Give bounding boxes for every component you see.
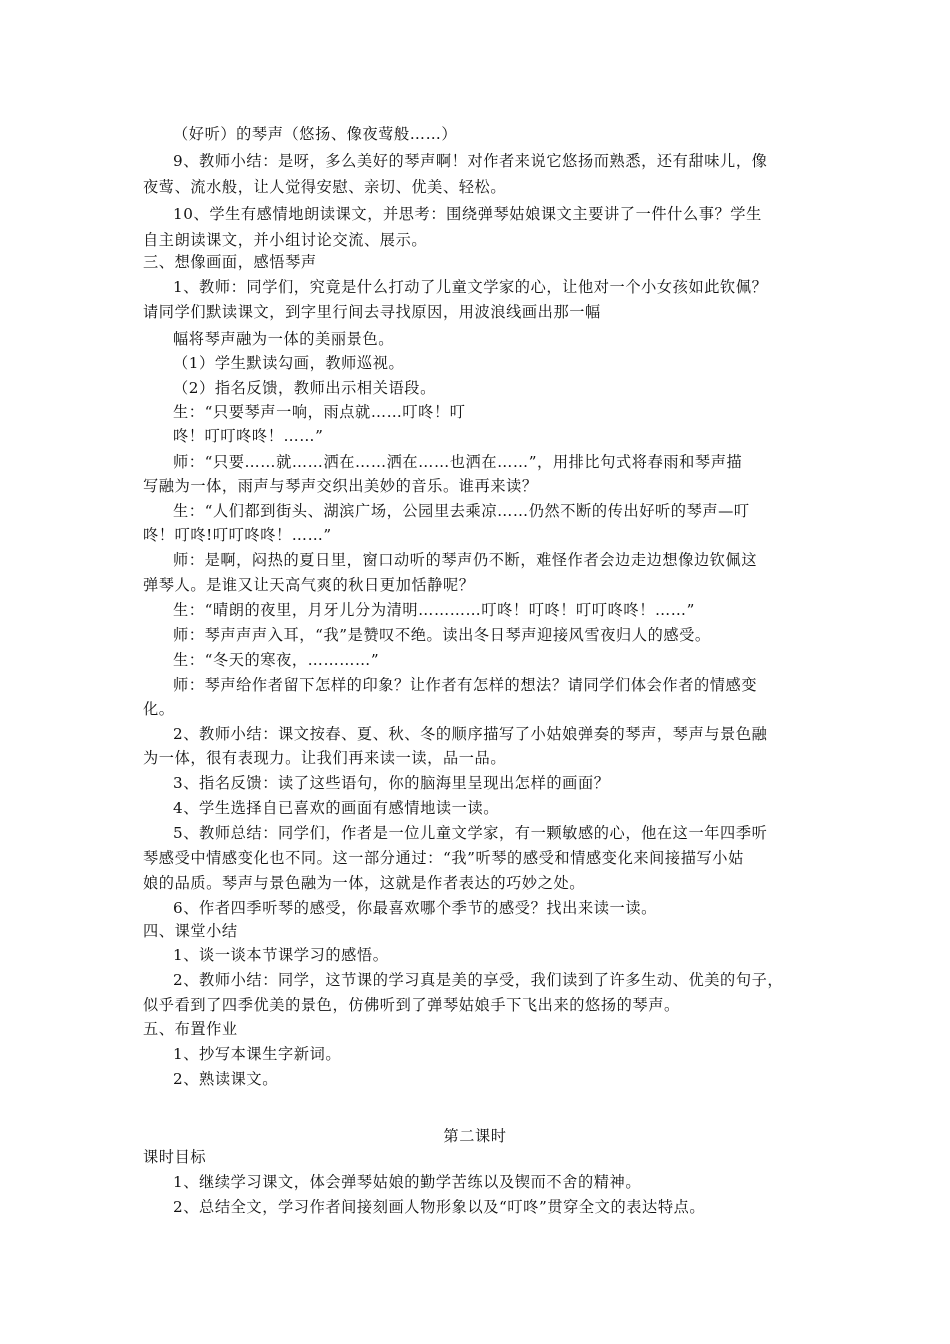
text-line: 师：“只要……就……洒在……洒在……也洒在……”，用排比句式将春雨和琴声描: [173, 453, 743, 471]
text-line: 师：琴声声声入耳，“我”是赞叹不绝。读出冬日琴声迎接风雪夜归人的感受。: [173, 626, 711, 644]
text-line: 请同学们默读课文，到字里行间去寻找原因，用波浪线画出那一幅: [143, 303, 601, 321]
text-line: 生：“只要琴声一响，雨点就……叮咚！叮: [173, 403, 466, 421]
text-line: 咚！叮叮咚咚！……”: [173, 427, 324, 445]
text-line: （2）指名反馈，教师出示相关语段。: [173, 379, 436, 397]
text-line: 化。: [143, 700, 175, 718]
lesson-title: 第二课时: [443, 1127, 507, 1145]
section-heading: 课时目标: [143, 1148, 207, 1166]
text-line: 2、教师小结：课文按春、夏、秋、冬的顺序描写了小姑娘弹奏的琴声，琴声与景色融: [173, 725, 768, 743]
text-line: 1、谈一谈本节课学习的感悟。: [173, 946, 389, 964]
text-line: 2、总结全文，学习作者间接刻画人物形象以及“叮咚”贯穿全文的表达特点。: [173, 1198, 706, 1216]
text-line: （好听）的琴声（悠扬、像夜莺般……）: [173, 125, 458, 143]
text-line: 师：琴声给作者留下怎样的印象？让作者有怎样的想法？请同学们体会作者的情感变: [173, 676, 758, 694]
text-line: 咚！叮咚!叮叮咚咚！……”: [143, 526, 332, 544]
text-line: 弹琴人。是谁又让天高气爽的秋日更加恬静呢？: [143, 576, 475, 594]
section-heading: 三、想像画面，感悟琴声: [143, 253, 317, 271]
text-line: 1、抄写本课生字新词。: [173, 1045, 342, 1063]
text-line: 师：是啊，闷热的夏日里，窗口动听的琴声仍不断，难怪作者会边走边想像边钦佩这: [173, 551, 758, 569]
section-heading: 五、布置作业: [143, 1020, 238, 1038]
text-line: 夜莺、流水般，让人觉得安慰、亲切、优美、轻松。: [143, 178, 507, 196]
text-line: 10、学生有感情地朗读课文，并思考：围绕弹琴姑娘课文主要讲了一件什么事？学生: [173, 205, 762, 223]
text-line: 似乎看到了四季优美的景色，仿佛听到了弹琴姑娘手下飞出来的悠扬的琴声。: [143, 996, 680, 1014]
text-line: 写融为一体，雨声与琴声交织出美妙的音乐。谁再来读？: [143, 477, 538, 495]
text-line: 5、教师总结：同学们，作者是一位儿童文学家，有一颗敏感的心，他在这一年四季听: [173, 824, 768, 842]
section-heading: 四、课堂小结: [143, 922, 238, 940]
text-line: 1、继续学习课文，体会弹琴姑娘的勤学苦练以及锲而不舍的精神。: [173, 1173, 642, 1191]
text-line: 4、学生选择自已喜欢的画面有感情地读一读。: [173, 799, 500, 817]
text-line: 9、教师小结：是呀，多么美好的琴声啊！对作者来说它悠扬而熟悉，还有甜味儿，像: [173, 152, 768, 170]
text-line: 2、教师小结：同学，这节课的学习真是美的享受，我们读到了许多生动、优美的句子，: [173, 971, 784, 989]
text-line: 自主朗读课文，并小组讨论交流、展示。: [143, 231, 428, 249]
text-line: 3、指名反馈：读了这些语句，你的脑海里呈现出怎样的画面？: [173, 774, 610, 792]
text-line: 娘的品质。琴声与景色融为一体，这就是作者表达的巧妙之处。: [143, 874, 586, 892]
text-line: 琴感受中情感变化也不同。这一部分通过：“我”听琴的感受和情感变化来间接描写小姑: [143, 849, 744, 867]
text-line: 2、熟读课文。: [173, 1070, 278, 1088]
text-line: 幅将琴声融为一体的美丽景色。: [173, 330, 395, 348]
text-line: 生：“晴朗的夜里，月牙儿分为清明…………叮咚！叮咚！叮叮咚咚！……”: [173, 601, 695, 619]
text-line: 生：“人们都到街头、湖滨广场，公园里去乘凉……仍然不断的传出好听的琴声—叮: [173, 502, 750, 520]
text-line: 1、教师：同学们，究竟是什么打动了儿童文学家的心，让他对一个小女孩如此钦佩？: [173, 278, 768, 296]
text-line: 生：“冬天的寒夜，…………”: [173, 651, 380, 669]
text-line: 为一体，很有表现力。让我们再来读一读，品一品。: [143, 749, 507, 767]
text-line: （1）学生默读勾画，教师巡视。: [173, 354, 405, 372]
text-line: 6、作者四季听琴的感受，你最喜欢哪个季节的感受？找出来读一读。: [173, 899, 657, 917]
